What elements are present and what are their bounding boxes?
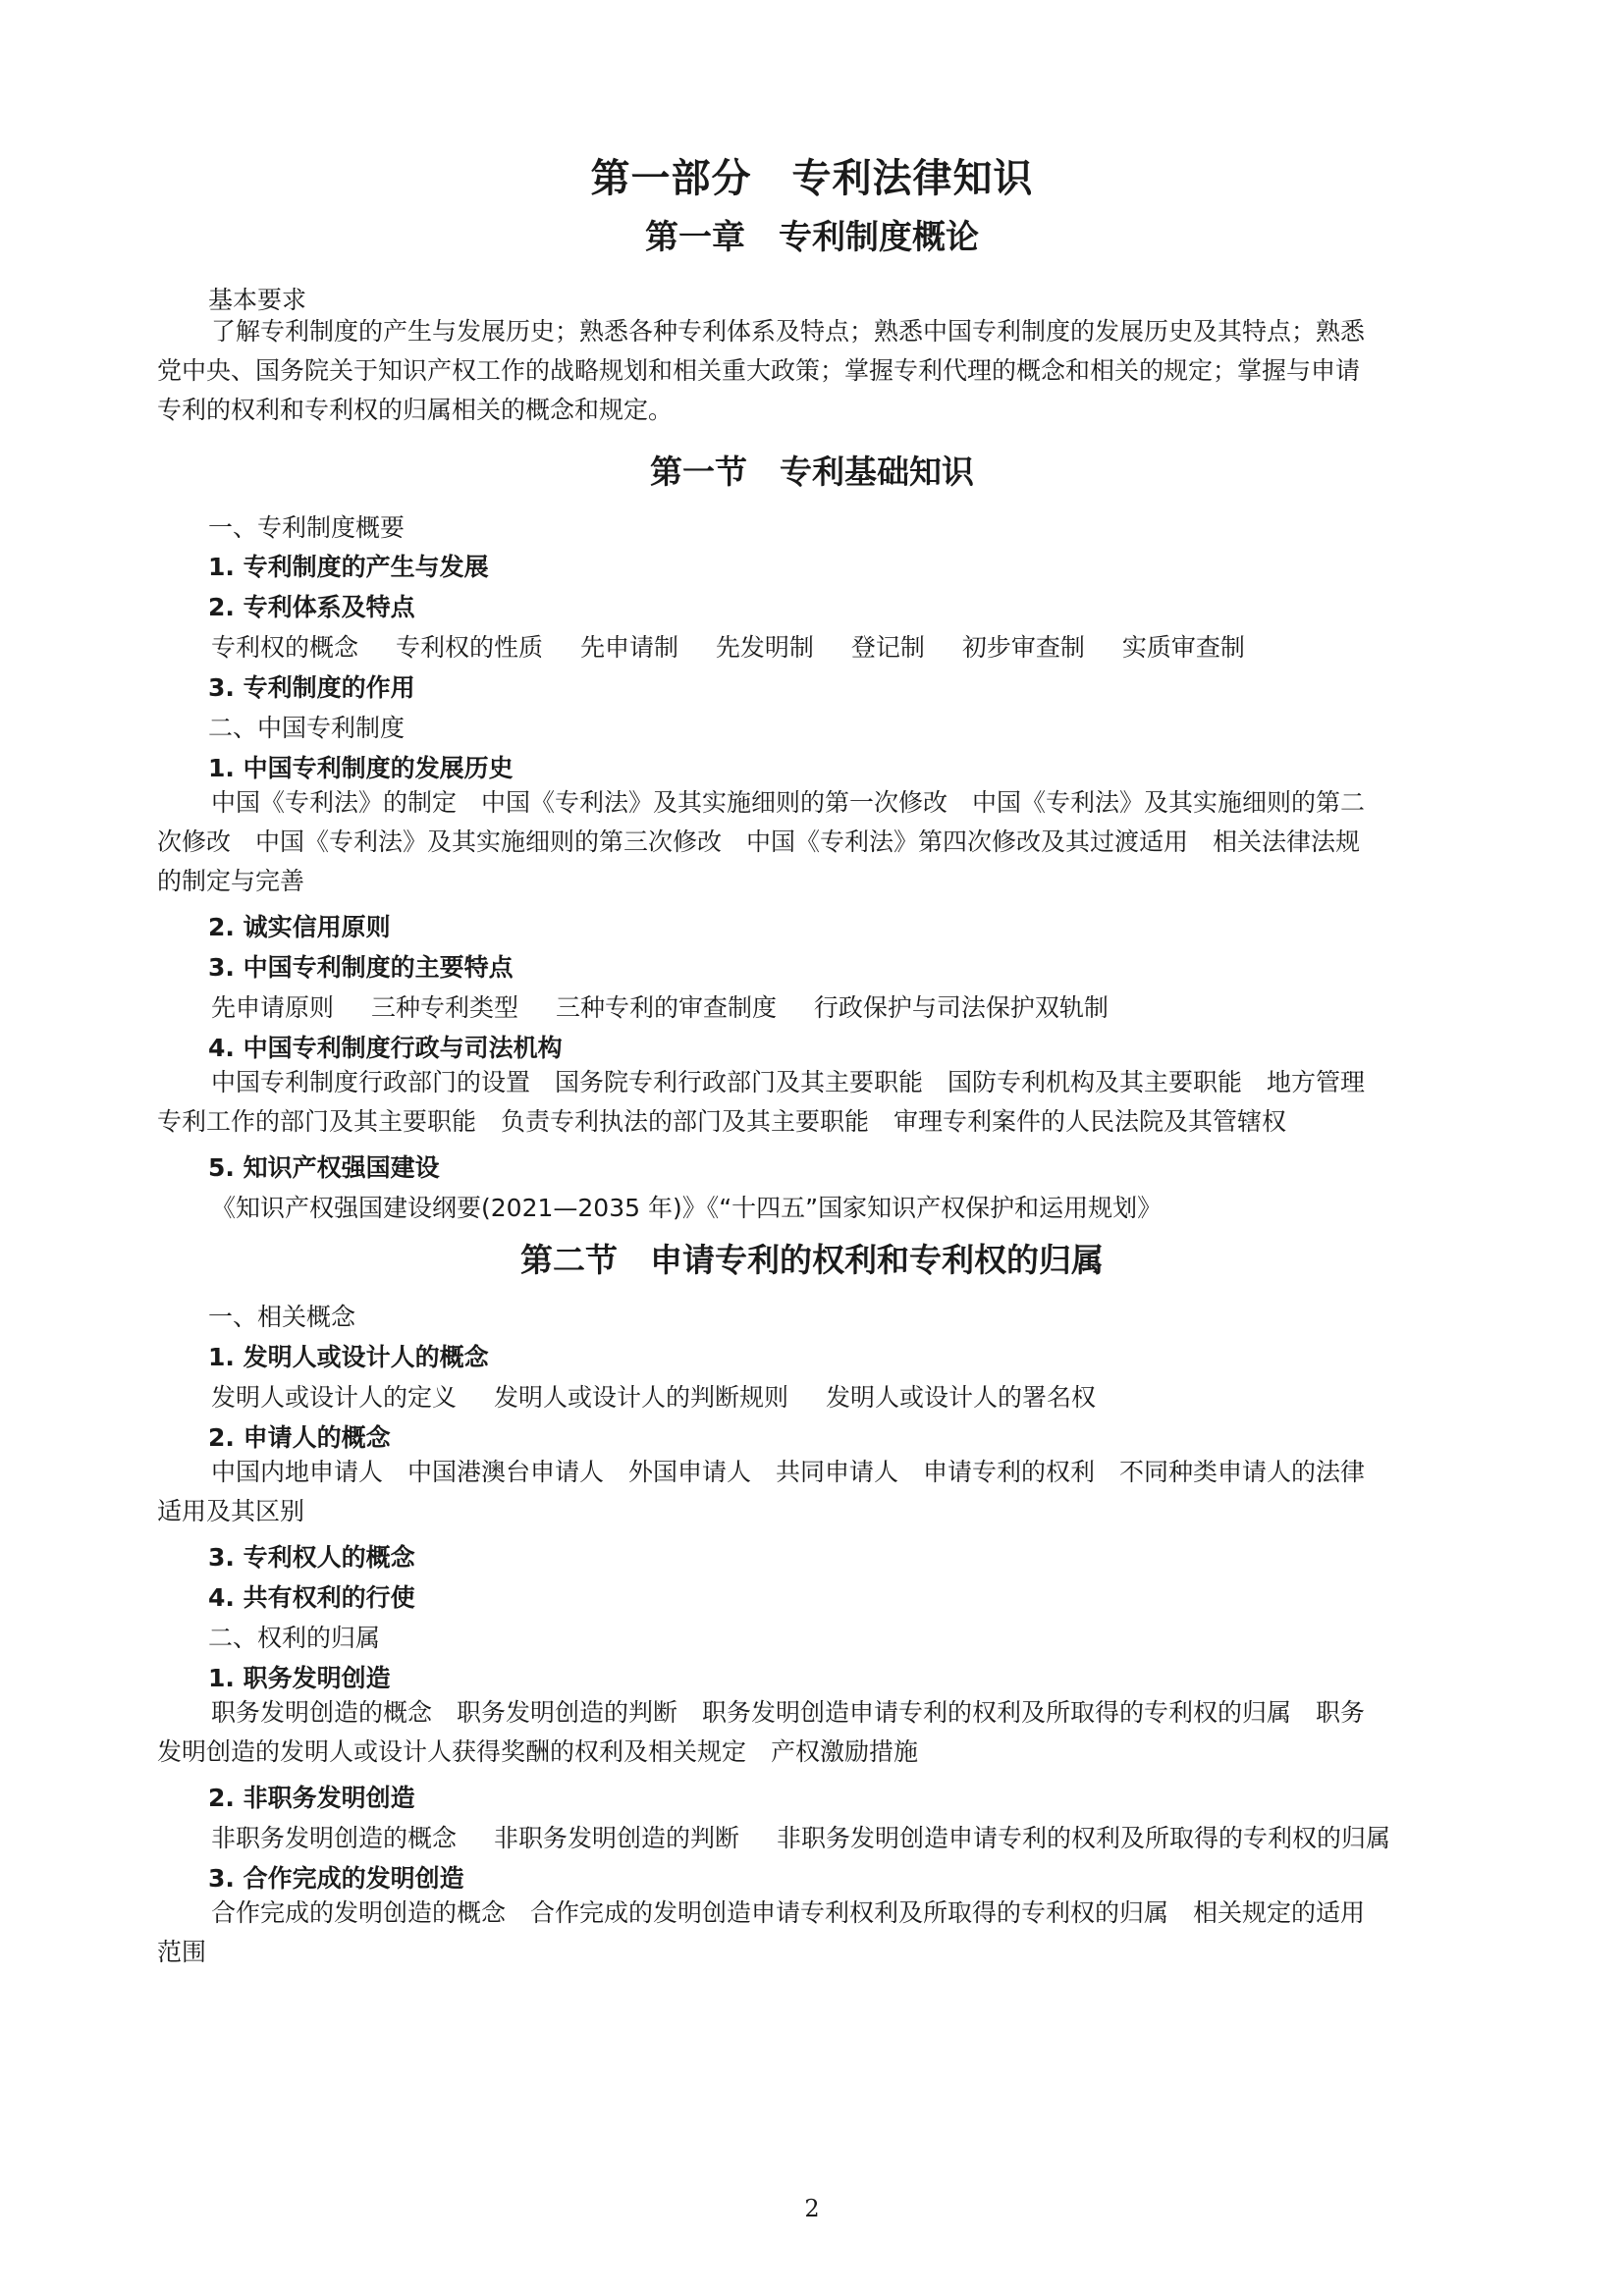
paragraph-line: 的制定与完善 bbox=[157, 867, 305, 895]
chapter-title: 第一章 专利制度概论 bbox=[645, 218, 979, 257]
list-item: 非职务发明创造的概念 bbox=[211, 1824, 458, 1852]
list-item: 非职务发明创造的判断 bbox=[493, 1824, 739, 1852]
requirements-line: 党中央、国务院关于知识产权工作的战略规划和相关重大政策；掌握专利代理的概念和相关的规定；掌握与申请 bbox=[157, 356, 1361, 385]
requirements-line: 了解专利制度的产生与发展历史；熟悉各种专利体系及特点；熟悉中国专利制度的发展历史及其特点；熟悉 bbox=[211, 317, 1366, 346]
paragraph-line: 职务发明创造的概念 职务发明创造的判断 职务发明创造申请专利的权利及所取得的专利权的归属 职务 bbox=[211, 1698, 1366, 1727]
list-item: 专利权的性质 bbox=[395, 633, 543, 662]
section-2-subheading: 2. 非职务发明创造 bbox=[208, 1784, 415, 1812]
section-1-subheading: 4. 中国专利制度行政与司法机构 bbox=[208, 1034, 563, 1062]
paragraph-line: 专利工作的部门及其主要职能 负责专利执法的部门及其主要职能 审理专利案件的人民法院及其管辖权 bbox=[157, 1107, 1287, 1136]
paragraph-line: 次修改 中国《专利法》及其实施细则的第三次修改 中国《专利法》第四次修改及其过渡适用 相关法律法规 bbox=[157, 828, 1361, 856]
list-item: 三种专利的审查制度 bbox=[555, 993, 777, 1022]
list-item: 先申请原则 bbox=[211, 993, 335, 1022]
section-1-subheading: 3. 中国专利制度的主要特点 bbox=[208, 953, 514, 982]
paragraph-line: 范围 bbox=[157, 1938, 207, 1966]
list-item: 专利权的概念 bbox=[211, 633, 359, 662]
list-item: 非职务发明创造申请专利的权利及所取得的专利权的归属 bbox=[776, 1824, 1390, 1852]
section-2-title: 第二节 申请专利的权利和专利权的归属 bbox=[520, 1241, 1104, 1279]
institutions-paragraph bbox=[157, 1063, 1443, 1142]
ip-strategy-text: 《知识产权强国建设纲要(2021—2035 年)》《“十四五”国家知识产权保护和运用规划》 bbox=[211, 1194, 1163, 1222]
section-1-subheading: 2. 诚实信用原则 bbox=[208, 913, 391, 941]
section-1-heading-2: 二、中国专利制度 bbox=[208, 714, 406, 742]
section-2-heading-2: 二、权利的归属 bbox=[208, 1624, 381, 1652]
inventor-items-list bbox=[211, 1378, 1497, 1414]
history-paragraph bbox=[157, 783, 1443, 901]
list-item: 三种专利类型 bbox=[370, 993, 518, 1022]
section-1-subheading: 1. 中国专利制度的发展历史 bbox=[208, 754, 514, 782]
section-1-heading-1: 一、专利制度概要 bbox=[208, 513, 406, 542]
section-1-subheading: 3. 专利制度的作用 bbox=[208, 673, 415, 702]
section-2-subheading: 3. 专利权人的概念 bbox=[208, 1543, 415, 1572]
section-2-heading-1: 一、相关概念 bbox=[208, 1303, 356, 1331]
list-item: 先申请制 bbox=[579, 633, 678, 662]
section-2-subheading: 1. 职务发明创造 bbox=[208, 1664, 391, 1692]
section-1-subheading: 2. 专利体系及特点 bbox=[208, 593, 415, 621]
section-1-items-list bbox=[211, 628, 1497, 664]
list-item: 发明人或设计人的判断规则 bbox=[493, 1383, 788, 1412]
list-item: 先发明制 bbox=[715, 633, 814, 662]
section-1-features-list bbox=[211, 988, 1497, 1024]
list-item: 行政保护与司法保护双轨制 bbox=[813, 993, 1109, 1022]
section-1-title: 第一节 专利基础知识 bbox=[650, 453, 974, 491]
section-1-subheading: 1. 专利制度的产生与发展 bbox=[208, 553, 489, 581]
part-title: 第一部分 专利法律知识 bbox=[590, 156, 1034, 201]
list-item: 初步审查制 bbox=[961, 633, 1085, 662]
requirements-label: 基本要求 bbox=[208, 286, 307, 314]
list-item: 登记制 bbox=[850, 633, 925, 662]
non-service-items-list bbox=[211, 1819, 1497, 1854]
requirements-paragraph bbox=[157, 312, 1443, 430]
joint-invention-paragraph bbox=[157, 1894, 1443, 1972]
service-invention-paragraph bbox=[157, 1693, 1443, 1772]
applicant-paragraph bbox=[157, 1453, 1443, 1531]
list-item: 实质审查制 bbox=[1121, 633, 1245, 662]
list-item: 发明人或设计人的定义 bbox=[211, 1383, 458, 1412]
paragraph-line: 中国内地申请人 中国港澳台申请人 外国申请人 共同申请人 申请专利的权利 不同种类申请人的法律 bbox=[211, 1458, 1366, 1486]
requirements-line: 专利的权利和专利权的归属相关的概念和规定。 bbox=[157, 396, 674, 424]
paragraph-line: 中国《专利法》的制定 中国《专利法》及其实施细则的第一次修改 中国《专利法》及其实施细则的第二 bbox=[211, 788, 1366, 817]
section-2-subheading: 1. 发明人或设计人的概念 bbox=[208, 1343, 489, 1371]
page-number: 2 bbox=[804, 2195, 820, 2222]
paragraph-line: 合作完成的发明创造的概念 合作完成的发明创造申请专利权利及所取得的专利权的归属 相关规定的适用 bbox=[211, 1898, 1366, 1927]
section-1-subheading: 5. 知识产权强国建设 bbox=[208, 1153, 440, 1182]
paragraph-line: 发明创造的发明人或设计人获得奖酬的权利及相关规定 产权激励措施 bbox=[157, 1737, 919, 1766]
section-2-subheading: 3. 合作完成的发明创造 bbox=[208, 1864, 464, 1893]
paragraph-line: 中国专利制度行政部门的设置 国务院专利行政部门及其主要职能 国防专利机构及其主要职能 地方管理 bbox=[211, 1068, 1366, 1096]
list-item: 发明人或设计人的署名权 bbox=[825, 1383, 1096, 1412]
section-2-subheading: 4. 共有权利的行使 bbox=[208, 1583, 415, 1612]
section-2-subheading: 2. 申请人的概念 bbox=[208, 1423, 391, 1452]
paragraph-line: 适用及其区别 bbox=[157, 1497, 305, 1525]
